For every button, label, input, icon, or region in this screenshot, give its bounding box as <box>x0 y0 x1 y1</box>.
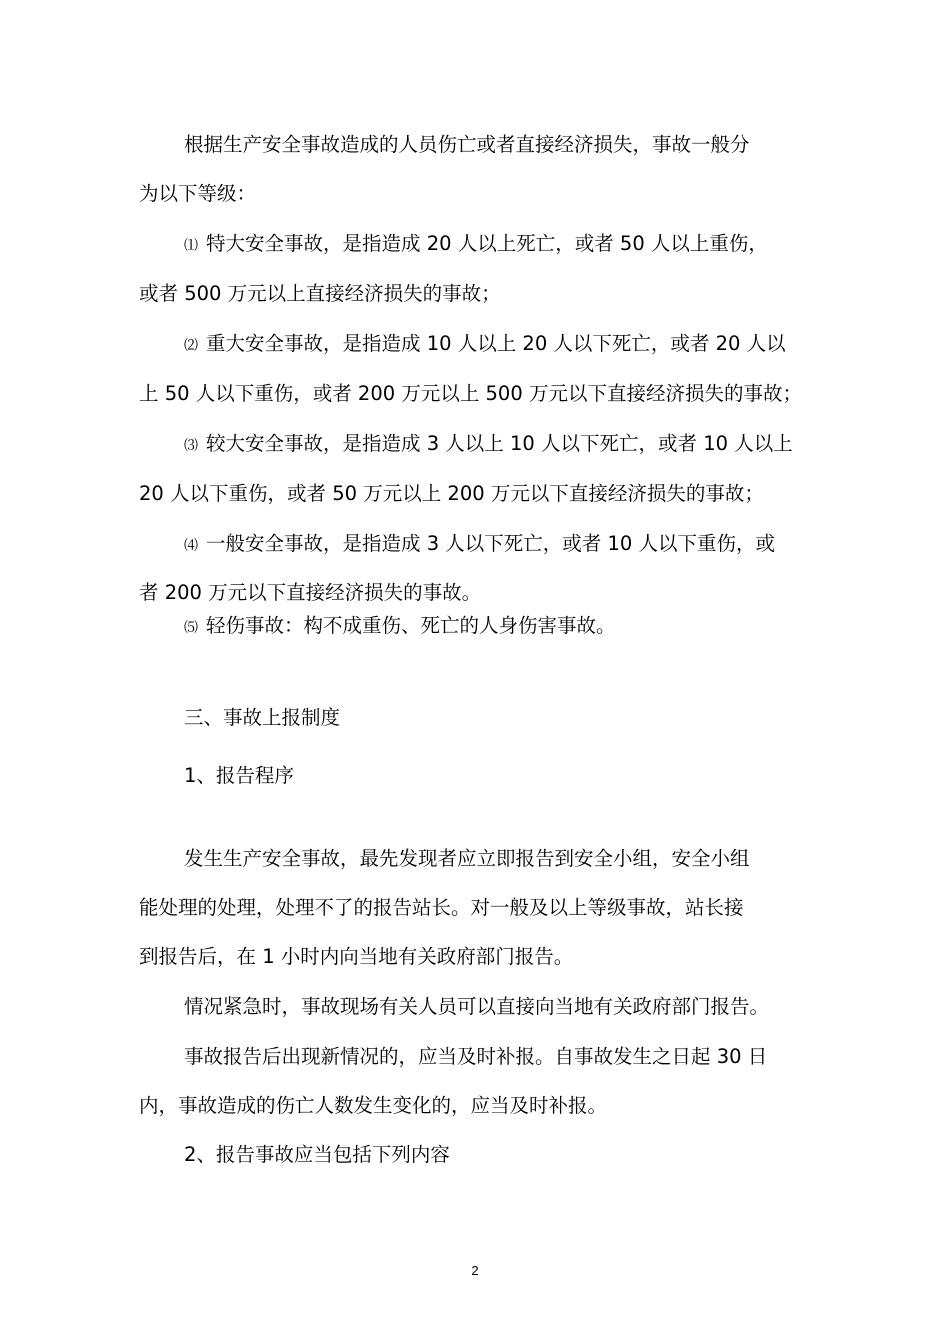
subsection-1-heading: 1、报告程序 <box>184 764 294 787</box>
report-para-line-1: 发生生产安全事故，最先发现者应立即报告到安全小组，安全小组 <box>184 847 750 870</box>
grade-3-line-2: 20 人以下重伤，或者 50 万元以上 200 万元以下直接经济损失的事故； <box>139 482 764 505</box>
grade-3-text: 较大安全事故，是指造成 3 人以上 10 人以下死亡，或者 10 人以上 <box>206 432 793 455</box>
grade-2-text: 重大安全事故，是指造成 10 人以上 20 人以下死亡，或者 20 人以 <box>206 332 786 355</box>
intro-line-1: 根据生产安全事故造成的人员伤亡或者直接经济损失，事故一般分 <box>184 133 750 156</box>
report-para-line-3: 到报告后，在 1 小时内向当地有关政府部门报告。 <box>139 945 574 968</box>
supplement-para-line-2: 内，事故造成的伤亡人数发生变化的，应当及时补报。 <box>139 1094 608 1117</box>
grade-1-line-1 <box>184 232 768 257</box>
grade-2-line-2: 上 50 人以下重伤，或者 200 万元以上 500 万元以下直接经济损失的事故； <box>139 382 802 405</box>
grade-5-line-1 <box>184 614 616 639</box>
grade-1-line-2: 或者 500 万元以上直接经济损失的事故； <box>139 282 501 305</box>
grade-5-number: ⑸ <box>184 619 198 635</box>
subsection-2-heading: 2、报告事故应当包括下列内容 <box>184 1143 450 1166</box>
grade-4-line-1 <box>184 532 775 557</box>
intro-line-2: 为以下等级： <box>139 182 257 205</box>
report-para-line-2: 能处理的处理，处理不了的报告站长。对一般及以上等级事故，站长接 <box>139 896 744 919</box>
urgent-para: 情况紧急时，事故现场有关人员可以直接向当地有关政府部门报告。 <box>184 995 770 1018</box>
grade-4-number: ⑷ <box>184 537 198 553</box>
grade-2-line-1 <box>184 332 786 357</box>
grade-1-number: ⑴ <box>184 237 198 253</box>
grade-1-text: 特大安全事故，是指造成 20 人以上死亡，或者 50 人以上重伤， <box>206 232 768 255</box>
grade-4-line-2: 者 200 万元以下直接经济损失的事故。 <box>139 581 482 604</box>
grade-4-text: 一般安全事故，是指造成 3 人以下死亡，或者 10 人以下重伤，或 <box>206 532 776 555</box>
grade-2-number: ⑵ <box>184 337 198 353</box>
grade-3-line-1 <box>184 432 793 457</box>
supplement-para-line-1: 事故报告后出现新情况的，应当及时补报。自事故发生之日起 30 日 <box>184 1045 768 1068</box>
page-number: 2 <box>471 1263 479 1278</box>
grade-5-text: 轻伤事故：构不成重伤、死亡的人身伤害事故。 <box>206 614 616 637</box>
section-3-heading: 三、事故上报制度 <box>184 706 341 729</box>
grade-3-number: ⑶ <box>184 437 198 453</box>
